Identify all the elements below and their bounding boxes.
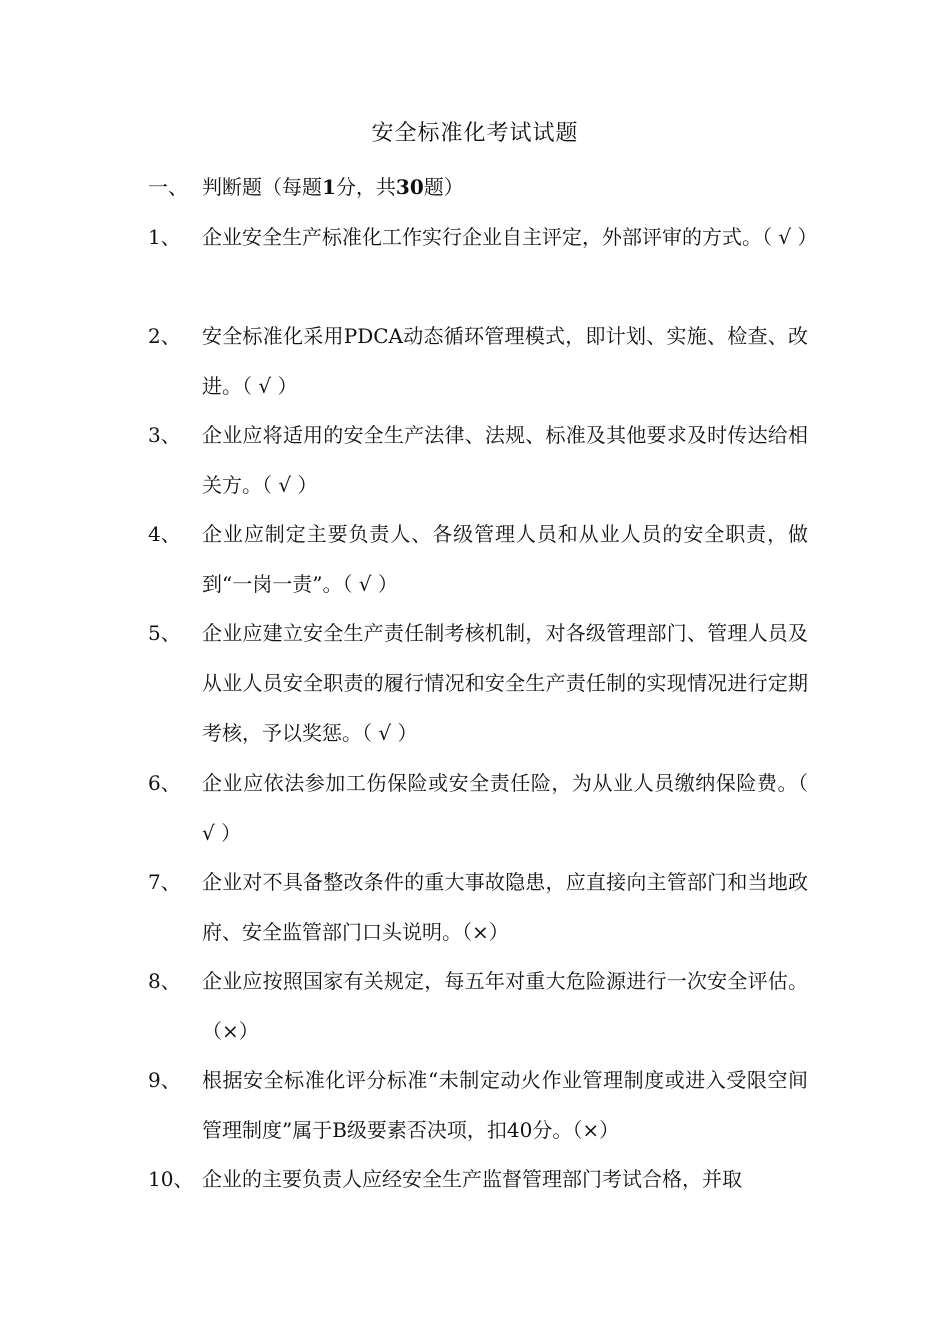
- question-text: 企业应依法参加工伤保险或安全责任险，为从业人员缴纳保险费。（ √ ）: [202, 771, 808, 845]
- question-text: 企业应制定主要负责人、各级管理人员和从业人员的安全职责，做到“一岗一责”。（ √ ）: [202, 522, 808, 596]
- question-number: 9、: [148, 1068, 181, 1092]
- question-number: 5、: [148, 621, 181, 645]
- question-text: 企业应按照国家有关规定，每五年对重大危险源进行一次安全评估。（×）: [202, 969, 808, 1043]
- question-number: 3、: [148, 423, 181, 447]
- section-heading: [148, 172, 808, 202]
- section-points: 1: [322, 175, 336, 199]
- question-number: 7、: [148, 870, 181, 894]
- question-text: 企业应将适用的安全生产法律、法规、标准及其他要求及时传达给相关方。（ √ ）: [202, 423, 808, 497]
- question-number: 4、: [148, 522, 181, 546]
- section-prefix: 判断题（每题: [202, 175, 322, 199]
- question-text: 企业应建立安全生产责任制考核机制，对各级管理部门、管理人员及从业人员安全职责的履行情况和安全生产责任制的实现情况进行定期考核，予以奖惩。（ √ ）: [202, 621, 808, 745]
- question-item: [148, 857, 808, 957]
- question-item: [148, 1055, 808, 1155]
- question-item: [148, 509, 808, 609]
- question-number: 10、: [148, 1167, 194, 1191]
- section-suffix: 题）: [423, 175, 464, 199]
- question-text: 根据安全标准化评分标准“未制定动火作业管理制度或进入受限空间管理制度”属于B级要素否决项，扣40分。（×）: [202, 1068, 808, 1142]
- question-text: 企业安全生产标准化工作实行企业自主评定，外部评审的方式。（ √ ）: [202, 225, 818, 249]
- question-number: 1、: [148, 225, 181, 249]
- question-text: 安全标准化采用PDCA动态循环管理模式，即计划、实施、检查、改进。（ √ ）: [202, 324, 808, 398]
- question-item: [148, 212, 818, 262]
- question-text: 企业的主要负责人应经安全生产监督管理部门考试合格，并取: [202, 1167, 742, 1191]
- question-number: 8、: [148, 969, 181, 993]
- question-item: [148, 758, 808, 858]
- question-item: [148, 1154, 808, 1204]
- question-number: 6、: [148, 771, 181, 795]
- question-item: [148, 311, 808, 411]
- question-number: 2、: [148, 324, 181, 348]
- document-title: 安全标准化考试试题: [371, 121, 579, 146]
- section-middle: 分，共: [335, 175, 396, 199]
- question-text: 企业对不具备整改条件的重大事故隐患，应直接向主管部门和当地政府、安全监管部门口头说明。（×）: [202, 870, 808, 944]
- section-title: [202, 172, 464, 202]
- question-item: [148, 608, 808, 758]
- question-item: [148, 956, 808, 1056]
- section-count: 30: [395, 175, 424, 199]
- section-number: 一、: [148, 175, 188, 199]
- question-item: [148, 410, 808, 510]
